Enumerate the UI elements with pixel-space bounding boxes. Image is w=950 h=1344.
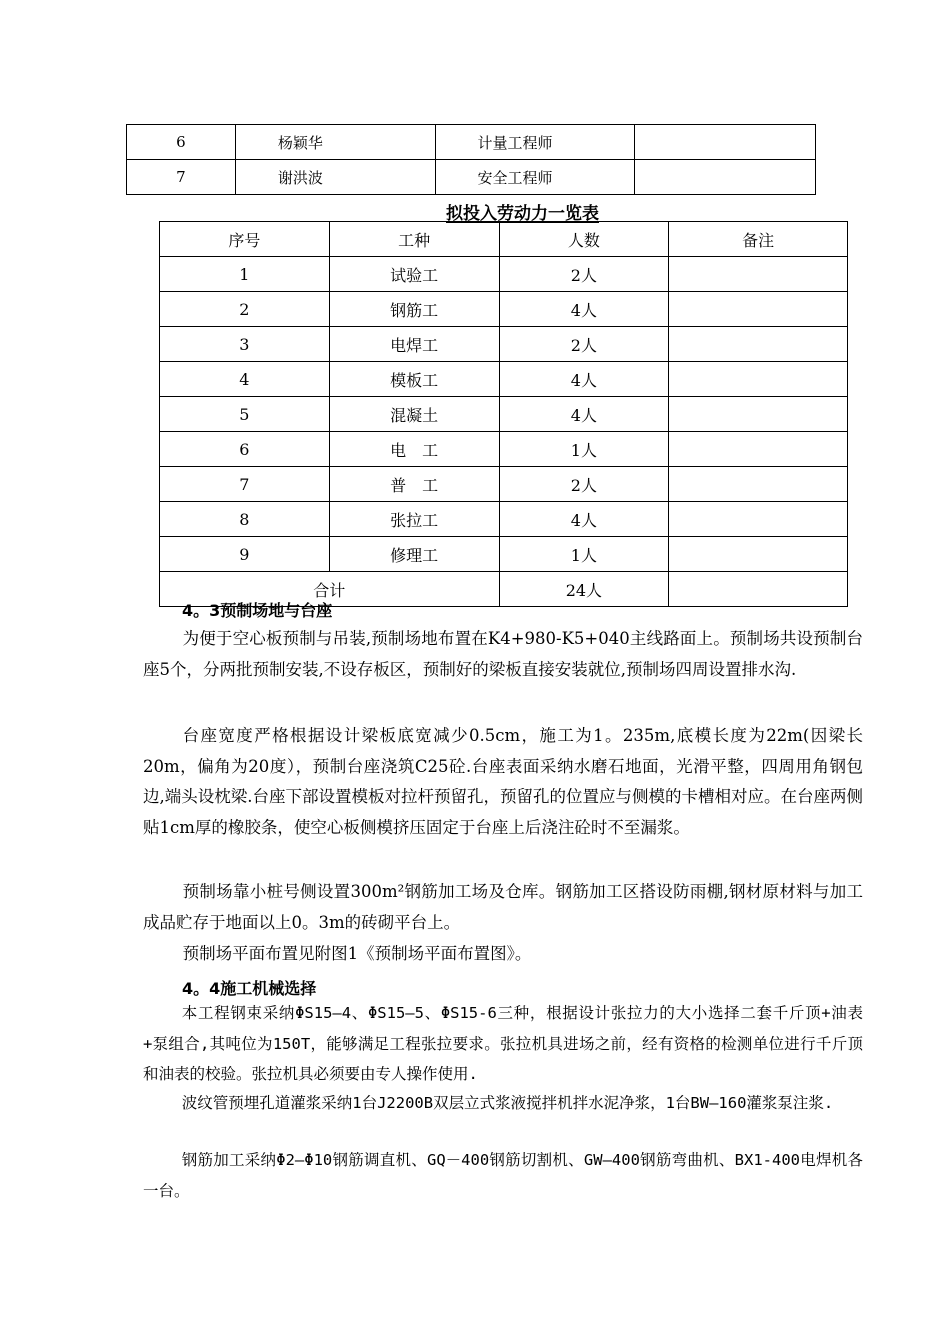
table-cell (669, 362, 848, 397)
section-heading-4-4: 4。4施工机械选择 (182, 979, 317, 998)
table-cell (669, 397, 848, 432)
table-cell: 2人 (499, 327, 669, 362)
paragraph: 本工程钢束采纳ΦS15—4、ΦS15—5、ΦS15-6三种，根据设计张拉力的大小选择二套千斤顶+油表+泵组合,其吨位为150T，能够满足工程张拉要求。张拉机具进场之前，经有资格的检测单位进行千斤顶和油表的校验。张拉机具必须要由专人操作使用. (143, 1004, 863, 1083)
table-cell: 张拉工 (329, 502, 499, 537)
table-cell: 2 (160, 292, 330, 327)
paragraph: 波纹管预埋孔道灌浆采纳1台J2200B双层立式浆液搅拌机拌水泥净浆，1台BW—160灌浆泵注浆. (181, 1094, 834, 1112)
table-cell: 4人 (499, 397, 669, 432)
table-cell (669, 537, 848, 572)
section-heading-4-3: 4。3预制场地与台座 (182, 601, 333, 620)
table-cell: 混凝土 (329, 397, 499, 432)
table-cell: 安全工程师 (435, 160, 635, 195)
table-cell: 2人 (499, 467, 669, 502)
table-cell: 2人 (499, 257, 669, 292)
table-cell (669, 292, 848, 327)
table-cell: 3 (160, 327, 330, 362)
table-cell: 计量工程师 (435, 125, 635, 160)
table-row (160, 502, 848, 537)
table-cell: 4人 (499, 502, 669, 537)
table-cell: 试验工 (329, 257, 499, 292)
table-cell: 模板工 (329, 362, 499, 397)
table-cell: 6 (160, 432, 330, 467)
table-cell: 9 (160, 537, 330, 572)
table-cell: 电焊工 (329, 327, 499, 362)
table-row (160, 432, 848, 467)
header-cell: 序号 (160, 222, 330, 257)
table-cell: 谢洪波 (235, 160, 435, 195)
table-cell: 钢筋工 (329, 292, 499, 327)
table-cell (669, 467, 848, 502)
table-row (160, 537, 848, 572)
table-cell: 5 (160, 397, 330, 432)
table-cell: 4人 (499, 362, 669, 397)
paragraph: 预制场平面布置见附图1《预制场平面布置图》。 (182, 944, 532, 963)
header-cell: 工种 (329, 222, 499, 257)
total-value-cell: 24人 (499, 572, 669, 607)
table-row (127, 160, 816, 195)
labor-table (159, 221, 848, 607)
paragraph: 台座宽度严格根据设计梁板底宽减少0.5cm，施工为1。235m,底模长度为22m(因梁长20m，偏角为20度），预制台座浇筑C25砼.台座表面采纳水磨石地面，光滑平整，四周用角钢包边,端头设枕梁.台座下部设置模板对拉杆预留孔，预留孔的位置应与侧模的卡槽相对应。在台座两侧贴1cm厚的橡胶条，使空心板侧模挤压固定于台座上后浇注砼时不至漏浆。 (143, 726, 863, 837)
paragraph: 钢筋加工采纳Φ2—Φ10钢筋调直机、GQ－400钢筋切割机、GW—400钢筋弯曲机、BX1-400电焊机各一台。 (143, 1151, 863, 1200)
total-label-cell: 合计 (160, 572, 500, 607)
paragraph: 为便于空心板预制与吊装,预制场地布置在K4+980-K5+040主线路面上。预制场共设预制台座5个，分两批预制安装,不设存板区，预制好的梁板直接安装就位,预制场四周设置排水沟. (143, 629, 863, 679)
table-cell: 4 (160, 362, 330, 397)
table-cell (635, 125, 816, 160)
table-cell: 7 (160, 467, 330, 502)
table-cell: 1人 (499, 537, 669, 572)
paragraph: 预制场靠小桩号侧设置300m²钢筋加工场及仓库。钢筋加工区搭设防雨棚,钢材原材料与加工成品贮存于地面以上0。3m的砖砌平台上。 (143, 882, 863, 932)
table-cell: 杨颖华 (235, 125, 435, 160)
table-cell (635, 160, 816, 195)
table-cell: 电 工 (329, 432, 499, 467)
table-cell (669, 327, 848, 362)
table-row (160, 467, 848, 502)
labor-table-title: 拟投入劳动力一览表 (446, 204, 599, 224)
table-row (160, 362, 848, 397)
table-cell (669, 572, 848, 607)
header-cell: 备注 (669, 222, 848, 257)
table-cell: 修理工 (329, 537, 499, 572)
table-header-row (160, 222, 848, 257)
table-row (160, 327, 848, 362)
table-cell (669, 257, 848, 292)
staff-table (126, 124, 816, 195)
table-cell (669, 432, 848, 467)
table-cell: 1人 (499, 432, 669, 467)
table-cell: 7 (127, 160, 236, 195)
table-cell: 1 (160, 257, 330, 292)
table-cell: 普 工 (329, 467, 499, 502)
table-cell: 6 (127, 125, 236, 160)
table-row (160, 257, 848, 292)
table-cell: 8 (160, 502, 330, 537)
table-row (160, 292, 848, 327)
table-cell (669, 502, 848, 537)
table-cell: 4人 (499, 292, 669, 327)
table-row (127, 125, 816, 160)
table-row (160, 397, 848, 432)
header-cell: 人数 (499, 222, 669, 257)
